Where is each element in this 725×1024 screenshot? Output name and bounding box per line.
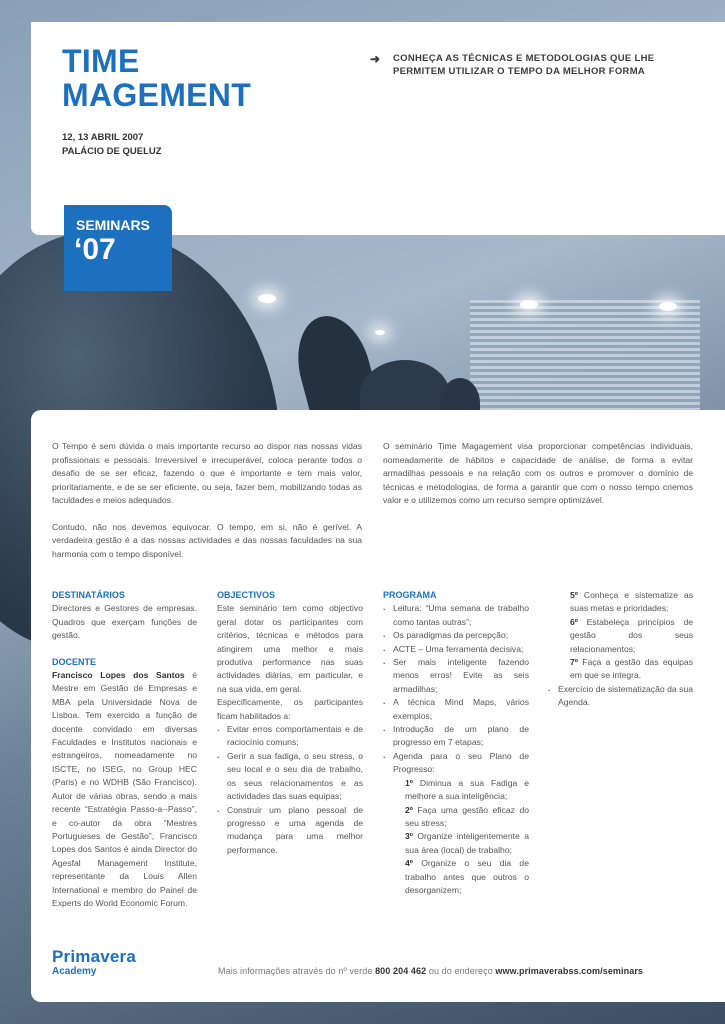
docente-name: Francisco Lopes dos Santos: [52, 670, 185, 681]
section-heading: PROGRAMA: [383, 590, 437, 600]
step-item: 4º Organize o seu dia de trabalho antes que outros o desorganizem;: [405, 858, 529, 895]
step-item: 6º Estabeleça princípios de gestão dos seus relacionamentos;: [570, 616, 694, 654]
intro-right: O seminário Time Magagement visa proporcionar competências individuais, nomeadamente de hábitos e capacidade de análise, de forma a evitar armadilhas pessoais e na relação com os outros e promover o domínio de técnicas e metodologias, de forma a garantir que com o nosso tempo criemos valor e o utilizemos como um recurso sempre optimizável.: [383, 441, 693, 505]
list-item: . A técnica Mind Maps, vários exemplos;: [383, 696, 529, 723]
arrow-icon: ➜: [370, 52, 381, 66]
list-item: . Agenda para o seu Plano de Progresso:: [383, 750, 529, 777]
page-title: TIME MAGEMENT: [62, 43, 252, 113]
window-blinds: [470, 300, 700, 410]
list-item: . Introdução de um plano de progresso em 7 etapas;: [383, 723, 529, 750]
list-item: . Leitura: “Uma semana de trabalho como tantas outras”;: [383, 602, 529, 629]
list-item: . Os paradigmas da percepção;: [383, 629, 529, 642]
footer-contact: Mais informações através do nº verde 800 204 462 ou do endereço www.primaverabss.com/seminars: [218, 966, 644, 976]
list-item: . Construir um plano pessoal de progresso e uma agenda de mudança para uma melhor performance.: [217, 804, 363, 858]
section-heading: DESTINATÁRIOS: [52, 590, 125, 600]
section-heading: OBJECTIVOS: [217, 590, 276, 600]
docente-bio: é Mestre em Gestão de Empresas e MBA pela Universidade Nova de Lisboa. Tem exercido a função de docente convidado em diversas Faculdades e Institutos nacionais e estrangeiros, nomeadamente no ISCTE, no ISEG, no Group HEC (Paris) e no WDHB (São Francisco). Autor de várias obras, sendo a mais recente “Estratégia Passo-a--Passo”, e co-autor da obra “Mestres Portugueses de Gestão”, Francisco Lopes dos Santos é ainda Director do Agesfal Management Institute, representante da Louis Allen International e membro do Painel de Experts do World Economic Forum.: [52, 670, 198, 908]
ceiling-light: [258, 294, 276, 303]
list-item: . Gerir a sua fadiga, o seu stress, o seu local e o seu dia de trabalho, os seus relacionamentos e as actividades das suas equipas;: [217, 750, 363, 804]
ceiling-light: [659, 302, 677, 311]
list-item: . Ser mais inteligente fazendo menos erros! Evite as seis armadilhas;: [383, 656, 529, 696]
event-venue: PALÁCIO DE QUELUZ: [62, 146, 162, 157]
column-destinatarios-docente: [52, 589, 197, 910]
ceiling-light: [520, 300, 538, 309]
column-objectivos: OBJECTIVOS Este seminário tem como objectivo geral dotar os participantes com critérios, técnicas e métodos para atingirem uma melhor e mais produtiva performance nas suas actividades diárias, em particular, e na sua vida, em geral. Especificamente, os participantes ficam habilitados a: . Evitar erros comportamentais e de raciocínio comuns; . Gerir a sua fadiga, o seu stress, o seu local e o seu dia de trabalho, os seus relacionamentos e as actividades das suas equipas; . Construir um plano pessoal de progresso e uma agenda de mudança para uma melhor performance.: [217, 589, 363, 857]
website-link[interactable]: www.primaverabss.com/seminars: [495, 966, 644, 976]
primavera-academy-logo: Primavera Academy: [52, 947, 137, 977]
event-date: 12, 13 ABRIL 2007: [62, 132, 144, 143]
step-item: 5º Conheça e sistematize as suas metas e prioridades;: [570, 590, 694, 614]
list-item: . ACTE – Uma ferramenta decisiva;: [383, 643, 529, 656]
list-item: . Evitar erros comportamentais e de raciocínio comuns;: [217, 723, 363, 750]
list-item: . Exercício de sistematização da sua Agenda.: [548, 683, 693, 710]
event-date-venue: [62, 131, 162, 159]
step-item: 3º Organize inteligentemente a sua área (local) de trabalho;: [405, 831, 529, 855]
section-heading: DOCENTE: [52, 656, 97, 667]
intro-left: O Tempo é sem dúvida o mais importante recurso ao dispor nas nossas vidas profissionais e pessoais. Irreversível e irrecuperável, coloca perante todos o desafio de se ser eficaz, fazendo o que é importante e tem mais valor, prioritariamente, e de se ser eficiente, ou seja, fazer bem, mobilizando todas as faculdades e meios adequados. Contudo, não nos devemos equivocar. O tempo, em si, não é gerível. A verdadeira gestão é a das nossas actividades e das nossas faculdades na sua harmonia com o tempo disponível.: [52, 441, 362, 559]
column-programa: [383, 589, 529, 897]
programa-list-end: [548, 683, 693, 710]
step-item: 2º Faça uma gestão eficaz do seu stress;: [405, 804, 530, 828]
destinatarios-text: Directores e Gestores de empresas. Quadros que exerçam funções de gestão.: [52, 603, 197, 641]
seminars-badge: SEMINARS ‘07: [64, 205, 172, 291]
column-programa-cont: [548, 589, 693, 710]
programa-list: [383, 602, 529, 776]
ceiling-light: [375, 330, 385, 335]
step-item: 1º Diminua a sua Fadiga e melhore a sua inteligência;: [405, 777, 530, 802]
phone-number: 800 204 462: [375, 966, 427, 976]
objectivos-list: [217, 723, 363, 857]
tagline: ➜ CONHEÇA AS TÉCNICAS E METODOLOGIAS QUE LHE PERMITEM UTILIZAR O TEMPO DA MELHOR FORMA: [370, 52, 655, 77]
step-item: 7º Faça a gestão das equipas em que se integra.: [570, 657, 694, 681]
